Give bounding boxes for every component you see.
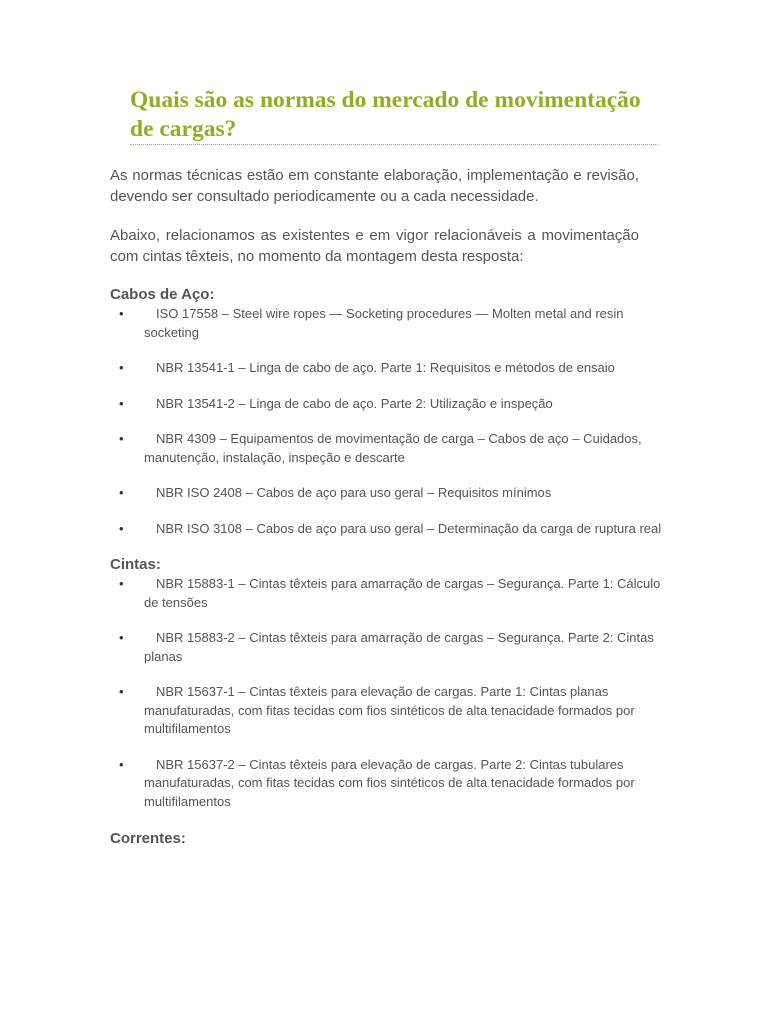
list-cintas bbox=[110, 575, 661, 811]
list-item-text: NBR ISO 2408 – Cabos de aço para uso geral – Requisitos mínimos bbox=[156, 485, 552, 500]
list-cabos-de-aco bbox=[110, 305, 662, 538]
list-item bbox=[110, 756, 662, 812]
section-heading-cintas: Cintas: bbox=[110, 556, 161, 573]
bullet-icon: • bbox=[119, 520, 124, 536]
list-item-text: NBR 4309 – Equipamentos de movimentação de carga – Cabos de aço – Cuidados, manutenção, instalação, inspeção e descarte bbox=[144, 431, 642, 465]
bullet-icon: • bbox=[119, 306, 124, 321]
list-item bbox=[110, 395, 662, 414]
bullet-icon: • bbox=[119, 756, 124, 772]
list-item bbox=[110, 359, 662, 378]
intro-paragraph-2: Abaixo, relacionamos as existentes e em vigor relacionáveis a movimentação com cintas têxteis, no momento da montagem desta resposta: bbox=[110, 227, 639, 265]
list-item-text: ISO 17558 – Steel wire ropes — Socketing procedures — Molten metal and resin socketing bbox=[144, 306, 624, 340]
list-item-text: NBR ISO 3108 – Cabos de aço para uso geral – Determinação da carga de ruptura real bbox=[156, 520, 662, 536]
bullet-icon: • bbox=[119, 431, 124, 446]
bullet-icon: • bbox=[119, 684, 124, 699]
list-item bbox=[110, 683, 662, 739]
list-item bbox=[110, 629, 662, 666]
list-item-text: NBR 15637-2 – Cintas têxteis para elevação de cargas. Parte 2: Cintas tubulares manufaturadas, com fitas tecidas com fios sintéticos de alta tenacidade formados por multifilamentos bbox=[144, 756, 635, 809]
bullet-icon: • bbox=[119, 360, 124, 375]
section-heading-cabos-de-aco: Cabos de Aço: bbox=[110, 286, 215, 303]
list-item-text: NBR 13541-2 – Linga de cabo de aço. Parte 2: Utilização e inspeção bbox=[156, 395, 553, 411]
bullet-icon: • bbox=[119, 395, 124, 411]
list-item bbox=[110, 430, 662, 467]
list-item-text: NBR 15883-2 – Cintas têxteis para amarração de cargas – Segurança. Parte 2: Cintas planas bbox=[144, 630, 654, 664]
section-heading-correntes: Correntes: bbox=[110, 830, 186, 847]
list-item-text: NBR 13541-1 – Linga de cabo de aço. Parte 1: Requisitos e métodos de ensaio bbox=[156, 360, 615, 375]
bullet-icon: • bbox=[119, 485, 124, 500]
list-item bbox=[110, 575, 662, 612]
list-item bbox=[110, 305, 662, 342]
title-block bbox=[130, 86, 658, 145]
intro-paragraph-1: As normas técnicas estão em constante elaboração, implementação e revisão, devendo ser consultado periodicamente ou a cada necessidade. bbox=[110, 167, 639, 205]
bullet-icon: • bbox=[119, 630, 124, 645]
document-page bbox=[110, 86, 662, 849]
page-title: Quais são as normas do mercado de movimentação de cargas? bbox=[130, 87, 641, 142]
list-item-text: NBR 15637-1 – Cintas têxteis para elevação de cargas. Parte 1: Cintas planas manufaturadas, com fitas tecidas com fios sintéticos de alta tenacidade formados por multifilamentos bbox=[144, 684, 635, 736]
list-item bbox=[110, 520, 662, 539]
list-item-text: NBR 15883-1 – Cintas têxteis para amarração de cargas – Segurança. Parte 1: Cálculo de tensões bbox=[144, 576, 661, 610]
bullet-icon: • bbox=[119, 576, 124, 591]
list-item bbox=[110, 484, 662, 503]
